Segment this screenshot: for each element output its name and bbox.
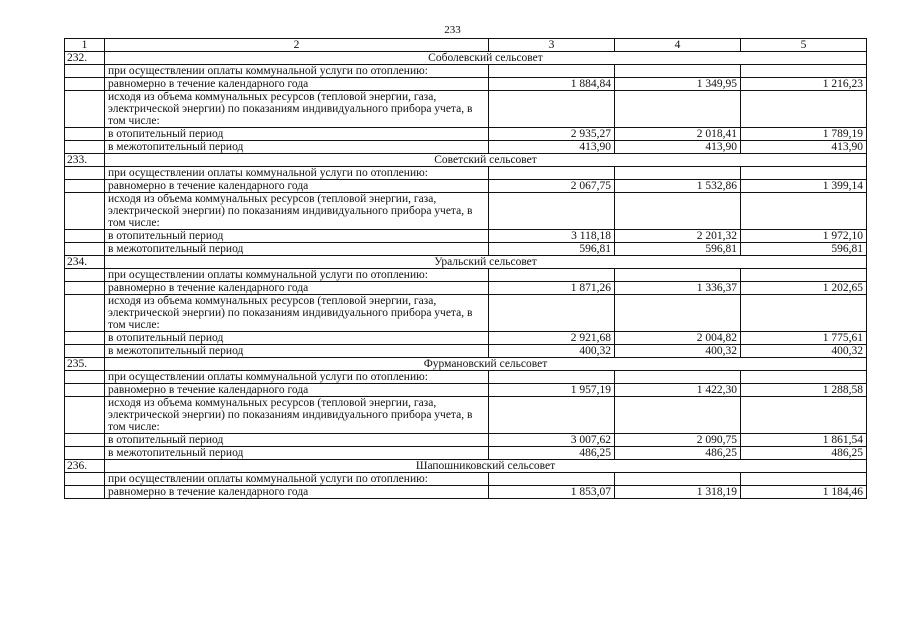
value-cell: 2 201,32 — [615, 230, 741, 243]
value-cell — [741, 167, 867, 180]
row-index: 235. — [65, 358, 105, 371]
value-cell — [741, 397, 867, 434]
value-cell: 486,25 — [489, 447, 615, 460]
value-cell — [489, 167, 615, 180]
row-label: равномерно в течение календарного года — [105, 282, 489, 295]
column-number-2: 2 — [105, 39, 489, 52]
value-cell: 596,81 — [489, 243, 615, 256]
value-cell: 400,32 — [615, 345, 741, 358]
row-label: в отопительный период — [105, 434, 489, 447]
value-cell: 2 067,75 — [489, 180, 615, 193]
value-cell: 1 972,10 — [741, 230, 867, 243]
value-cell: 1 789,19 — [741, 128, 867, 141]
value-cell: 2 018,41 — [615, 128, 741, 141]
value-cell: 1 216,23 — [741, 78, 867, 91]
row-label: исходя из объема коммунальных ресурсов (тепловой энергии, газа, электрической энергии) по показаниям индивидуального прибора учета, в том числе: — [105, 397, 489, 434]
row-index: 234. — [65, 256, 105, 269]
value-cell — [615, 91, 741, 128]
page-number: 233 — [444, 24, 461, 36]
value-cell — [741, 295, 867, 332]
value-cell: 3 118,18 — [489, 230, 615, 243]
value-cell: 2 935,27 — [489, 128, 615, 141]
value-cell: 1 884,84 — [489, 78, 615, 91]
value-cell: 413,90 — [489, 141, 615, 154]
value-cell — [489, 473, 615, 486]
value-cell: 596,81 — [741, 243, 867, 256]
value-cell: 1 853,07 — [489, 486, 615, 499]
row-label: при осуществлении оплаты коммунальной услуги по отоплению: — [105, 269, 489, 282]
index-cell — [65, 128, 105, 141]
section-title-row — [65, 256, 867, 269]
value-cell — [741, 269, 867, 282]
value-cell — [615, 193, 741, 230]
value-cell — [615, 269, 741, 282]
row-label: исходя из объема коммунальных ресурсов (тепловой энергии, газа, электрической энергии) по показаниям индивидуального прибора учета, в том числе: — [105, 295, 489, 332]
row-label: в межотопительный период — [105, 243, 489, 256]
row-label: равномерно в течение календарного года — [105, 78, 489, 91]
section-title-row — [65, 154, 867, 167]
row-label: при осуществлении оплаты коммунальной услуги по отоплению: — [105, 167, 489, 180]
value-cell — [489, 193, 615, 230]
value-cell — [741, 193, 867, 230]
value-cell: 3 007,62 — [489, 434, 615, 447]
index-cell — [65, 295, 105, 332]
row-label: в отопительный период — [105, 128, 489, 141]
column-number-1: 1 — [65, 39, 105, 52]
value-cell: 596,81 — [615, 243, 741, 256]
value-cell: 1 399,14 — [741, 180, 867, 193]
index-cell — [65, 332, 105, 345]
value-cell — [489, 91, 615, 128]
index-cell — [65, 243, 105, 256]
row-index: 233. — [65, 154, 105, 167]
value-cell — [615, 371, 741, 384]
value-cell — [489, 397, 615, 434]
value-cell — [741, 371, 867, 384]
settlement-name: Советский сельсовет — [105, 154, 867, 167]
column-number-row — [65, 39, 867, 52]
value-cell: 1 202,65 — [741, 282, 867, 295]
row-label: в межотопительный период — [105, 141, 489, 154]
index-cell — [65, 167, 105, 180]
table-row — [65, 180, 867, 193]
index-cell — [65, 230, 105, 243]
value-cell — [615, 167, 741, 180]
index-cell — [65, 447, 105, 460]
value-cell — [615, 295, 741, 332]
value-cell: 1 775,61 — [741, 332, 867, 345]
table-row — [65, 332, 867, 345]
table-row — [65, 243, 867, 256]
row-label: при осуществлении оплаты коммунальной услуги по отоплению: — [105, 473, 489, 486]
table-row — [65, 371, 867, 384]
table-row — [65, 193, 867, 230]
index-cell — [65, 78, 105, 91]
value-cell: 1 288,58 — [741, 384, 867, 397]
settlement-name: Соболевский сельсовет — [105, 52, 867, 65]
table-row — [65, 269, 867, 282]
table-row — [65, 65, 867, 78]
section-title-row — [65, 460, 867, 473]
value-cell — [741, 473, 867, 486]
index-cell — [65, 141, 105, 154]
value-cell: 400,32 — [489, 345, 615, 358]
value-cell: 1 422,30 — [615, 384, 741, 397]
table-row — [65, 384, 867, 397]
settlement-name: Уральский сельсовет — [105, 256, 867, 269]
row-label: в отопительный период — [105, 332, 489, 345]
table-row — [65, 141, 867, 154]
table-row — [65, 486, 867, 499]
settlement-name: Шапошниковский сельсовет — [105, 460, 867, 473]
value-cell — [615, 397, 741, 434]
index-cell — [65, 397, 105, 434]
value-cell — [489, 65, 615, 78]
value-cell: 2 921,68 — [489, 332, 615, 345]
table-row — [65, 397, 867, 434]
table-row — [65, 295, 867, 332]
value-cell: 486,25 — [615, 447, 741, 460]
value-cell — [741, 91, 867, 128]
tariff-table — [64, 38, 867, 499]
value-cell: 1 861,54 — [741, 434, 867, 447]
value-cell: 1 184,46 — [741, 486, 867, 499]
index-cell — [65, 91, 105, 128]
index-cell — [65, 269, 105, 282]
value-cell: 1 318,19 — [615, 486, 741, 499]
value-cell — [741, 65, 867, 78]
table-row — [65, 78, 867, 91]
table-row — [65, 473, 867, 486]
table-row — [65, 282, 867, 295]
index-cell — [65, 434, 105, 447]
table-row — [65, 91, 867, 128]
row-label: исходя из объема коммунальных ресурсов (тепловой энергии, газа, электрической энергии) по показаниям индивидуального прибора учета, в том числе: — [105, 91, 489, 128]
index-cell — [65, 345, 105, 358]
row-label: равномерно в течение календарного года — [105, 384, 489, 397]
index-cell — [65, 282, 105, 295]
row-label: при осуществлении оплаты коммунальной услуги по отоплению: — [105, 371, 489, 384]
row-label: в отопительный период — [105, 230, 489, 243]
row-index: 236. — [65, 460, 105, 473]
value-cell: 413,90 — [741, 141, 867, 154]
value-cell: 1 532,86 — [615, 180, 741, 193]
table-row — [65, 167, 867, 180]
row-label: в межотопительный период — [105, 345, 489, 358]
table-row — [65, 128, 867, 141]
row-label: исходя из объема коммунальных ресурсов (тепловой энергии, газа, электрической энергии) по показаниям индивидуального прибора учета, в том числе: — [105, 193, 489, 230]
value-cell: 1 349,95 — [615, 78, 741, 91]
value-cell — [489, 295, 615, 332]
value-cell — [489, 371, 615, 384]
value-cell: 2 090,75 — [615, 434, 741, 447]
row-label: в межотопительный период — [105, 447, 489, 460]
value-cell: 400,32 — [741, 345, 867, 358]
index-cell — [65, 473, 105, 486]
section-title-row — [65, 52, 867, 65]
value-cell: 1 957,19 — [489, 384, 615, 397]
index-cell — [65, 486, 105, 499]
value-cell: 2 004,82 — [615, 332, 741, 345]
index-cell — [65, 371, 105, 384]
value-cell — [489, 269, 615, 282]
table-row — [65, 434, 867, 447]
index-cell — [65, 193, 105, 230]
column-number-5: 5 — [741, 39, 867, 52]
column-number-4: 4 — [615, 39, 741, 52]
index-cell — [65, 180, 105, 193]
row-label: равномерно в течение календарного года — [105, 486, 489, 499]
row-index: 232. — [65, 52, 105, 65]
table-row — [65, 230, 867, 243]
row-label: равномерно в течение календарного года — [105, 180, 489, 193]
section-title-row — [65, 358, 867, 371]
settlement-name: Фурмановский сельсовет — [105, 358, 867, 371]
value-cell: 413,90 — [615, 141, 741, 154]
value-cell — [615, 65, 741, 78]
value-cell — [615, 473, 741, 486]
value-cell: 486,25 — [741, 447, 867, 460]
value-cell: 1 336,37 — [615, 282, 741, 295]
index-cell — [65, 384, 105, 397]
value-cell: 1 871,26 — [489, 282, 615, 295]
row-label: при осуществлении оплаты коммунальной услуги по отоплению: — [105, 65, 489, 78]
table-row — [65, 447, 867, 460]
index-cell — [65, 65, 105, 78]
table-row — [65, 345, 867, 358]
column-number-3: 3 — [489, 39, 615, 52]
